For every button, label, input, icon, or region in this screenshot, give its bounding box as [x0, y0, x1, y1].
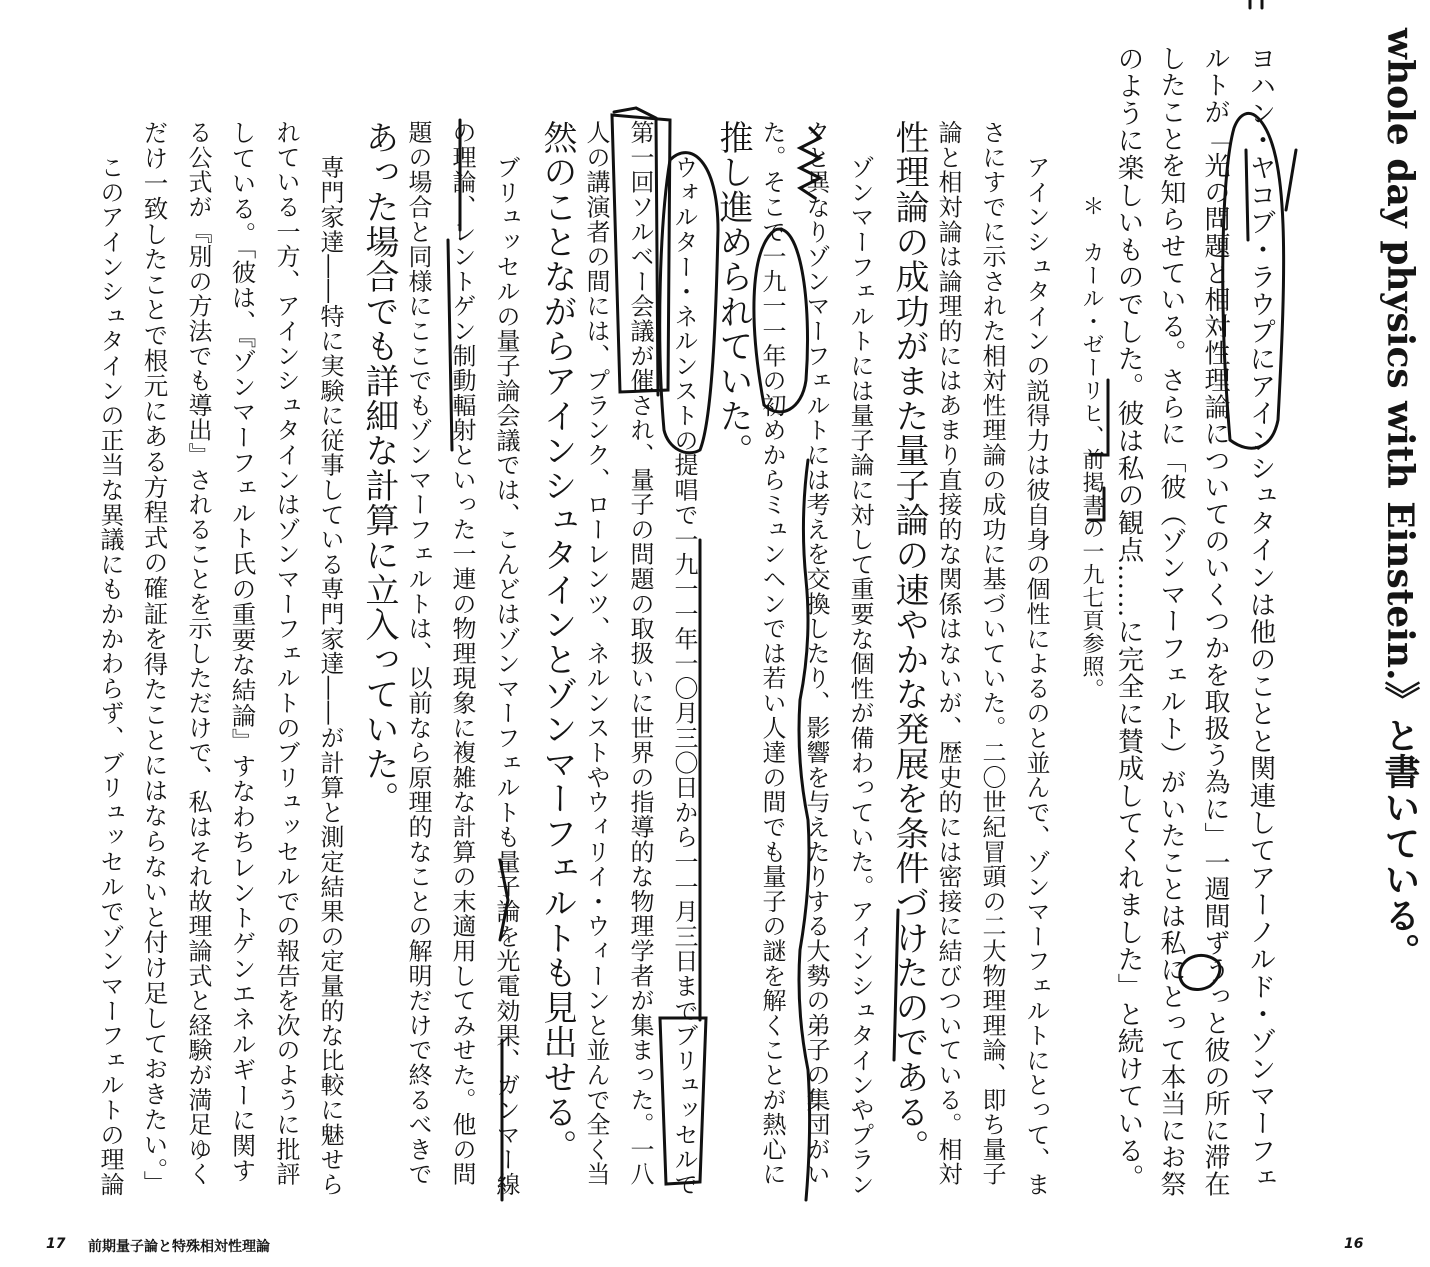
text-column-22: あった場合でも詳細な計算に立入っていた。 [359, 120, 399, 816]
right-page-number: 16 [1344, 1236, 1364, 1252]
text-column-23: 専門家達――特に実験に従事している専門家達――が計算と測定結果の定量的な比較に魅せら [316, 155, 344, 1197]
text-column-21: 題の場合と同様にここでもゾンマーフェルトは、以前なら原理的なことの解明だけで終るべきで [404, 120, 432, 1187]
text-column-16: 第一回ソルベー会議が催され、量子の問題の取扱いに世界の指導的な物理学者が集まった。一八 [626, 120, 654, 1187]
text-column-11: ゾンマーフェルトには量子論に対して重要な個性が備わっていた。アインシュタインやプラン [846, 155, 874, 1197]
text-column-15: ウォルター・ネルンストの提唱で一九一一年一〇月三〇日から一一月三日までブリュッセルで [670, 155, 698, 1197]
footnote: ＊ カール・ゼーリヒ、前掲書の一九七頁参照。 [1079, 195, 1104, 701]
text-column-8: さにすでに示された相対性理論の成功に基づいていた。二〇世紀冒頭の二大物理理論、即ち量子 [978, 120, 1006, 1187]
running-title: 前期量子論と特殊相対性理論 [88, 1239, 270, 1255]
text-column-24: れている一方、アインシュタインはゾンマーフェルトのブリュッセルでの報告を次のように批評 [272, 120, 300, 1187]
text-column-14: 推し進められていた。 [713, 120, 753, 468]
top-edge-mark [1250, 0, 1262, 8]
text-column-13: た。そこで一九一一年の初めからミュンヘンでは若い人達の間でも量子の謎を解くことが熱心に [758, 120, 786, 1187]
text-column-3: ルトが「光の問題と相対性理論についてのいくつかを取扱う為に」一週間ずうっと彼の所に滞在 [1200, 45, 1230, 1198]
text-column-7: アインシュタインの説得力は彼自身の個性によるのと並んで、ゾンマーフェルトにとって、ま [1022, 155, 1050, 1197]
text-column-1: whole day physics with Einstein.》と書いている。 [1379, 28, 1421, 969]
text-column-5: のように楽しいものでした。彼は私の観点……に完全に賛成してくれました」と続けている。 [1112, 45, 1144, 1192]
text-column-28: このアインシュタインの正当な異議にもかかわらず、ブリュッセルでゾンマーフェルトの理論 [96, 155, 124, 1197]
text-column-26: る公式が『別の方法でも導出』されることを示しただけで、私はそれ故理論式と経験が満足ゆく [184, 120, 212, 1187]
text-column-19: ブリュッセルの量子論会議では、こんどはゾンマーフェルトも量子論を光電効果、ガンマー線 [492, 155, 520, 1197]
text-column-9: 論と相対論は論理的にはあまり直接的な関係はないが、歴史的には密接に結びついている。相対 [934, 120, 962, 1187]
text-column-20: の理論、レントゲン制動輻射といった一連の物理現象に複雑な計算の末適用してみせた。他の問 [448, 120, 476, 1187]
text-column-2: ヨハン・ヤコブ・ラウプにアインシュタインは他のことと関連してアーノルド・ゾンマーフェ [1244, 45, 1276, 1192]
left-page-number: 17 [46, 1236, 66, 1252]
bracket-laub-margin [1286, 150, 1296, 210]
text-column-4: したことを知らせている。さらに「彼（ゾンマーフェルト）がいたことは私にとって本当にお祭 [1156, 45, 1186, 1198]
text-column-17: 人の講演者の間には、プランク、ローレンツ、ネルンストやウィリイ・ウィーンと並んで全く当 [582, 120, 610, 1187]
text-column-18: 然のことながらアインシュタインとゾンマーフェルトも見出せる。 [537, 120, 577, 1164]
text-column-10: 性理論の成功がまた量子論の速やかな発展を条件づけたのである。 [889, 120, 929, 1164]
text-column-27: だけ一致したことで根元にある方程式の確証を得たことにはならないと付け足しておきたい。」 [140, 120, 170, 1196]
text-column-12: クと異なりゾンマーフェルトには考えを交換したり、影響を与えたりする大勢の弟子の集団がい [802, 120, 830, 1187]
text-column-25: している。「彼は、『ゾンマーフェルト氏の重要な結論』すなわちレントゲンエネルギーに関す [228, 120, 258, 1184]
